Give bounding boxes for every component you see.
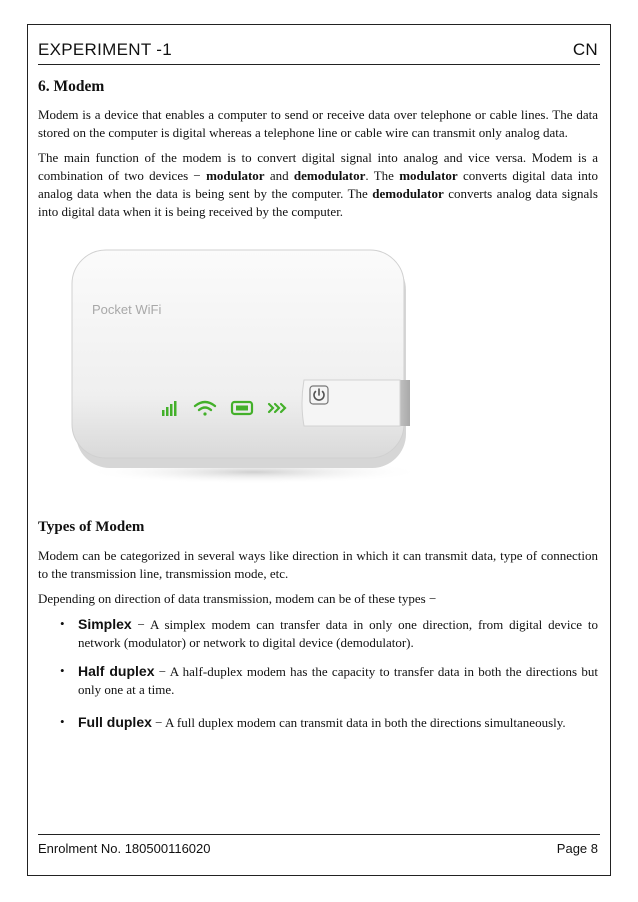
text-span: converts digital data into analog data when the data is being sent by the computer. The <box>38 168 598 201</box>
term: Simplex <box>78 616 132 632</box>
term: Full duplex <box>78 714 152 730</box>
modem-definition: Modem is a device that enables a computer to send or receive data over telephone or cable lines. The data stored on the computer is digital whereas a telephone line or cable wire can transmit only analog data. <box>38 107 598 140</box>
modem-device-illustration <box>64 240 430 488</box>
modem-function <box>38 149 598 221</box>
term-modulator: modulator <box>399 168 458 183</box>
desc: − A full duplex modem can transmit data in both the directions simultaneously. <box>151 715 566 730</box>
device-body <box>72 250 404 458</box>
types-intro: Modem can be categorized in several ways like direction in which it can transmit data, type of connection to the transmission line, transmission mode, etc. <box>38 548 598 581</box>
term-demodulator: demodulator <box>293 168 366 183</box>
section-title: 6. Modem <box>38 78 105 95</box>
term-modulator: modulator <box>206 168 265 183</box>
types-title: Types of Modem <box>38 519 145 535</box>
header-subject: CN <box>572 40 598 59</box>
brand-logo-text: Pocket WiFi <box>92 302 162 317</box>
text-span: converts analog data signals into digital data when it is being received by the computer. <box>38 186 598 219</box>
header-experiment: EXPERIMENT -1 <box>38 40 172 59</box>
text-span: . The <box>365 168 400 183</box>
desc: − A half-duplex modem has the capacity to transfer data in both the directions but only one at a time. <box>78 664 598 697</box>
bullet: • <box>60 714 65 729</box>
types-section <box>38 547 598 742</box>
types-list <box>38 615 598 732</box>
modem-section <box>38 70 598 228</box>
bullet: • <box>60 663 65 678</box>
term: Half duplex <box>78 663 155 679</box>
bullet: • <box>60 616 65 631</box>
text-span: and <box>264 168 294 183</box>
page-number: Page 8 <box>556 841 598 856</box>
list-item-full-duplex <box>38 713 598 732</box>
page-header <box>38 38 600 65</box>
page-footer <box>38 834 600 856</box>
desc: − A simplex modem can transfer data in only one direction, from digital device to network (modulator) or network to digital device (demodulator). <box>78 617 598 650</box>
term-demodulator: demodulator <box>372 186 444 201</box>
enrolment-number: Enrolment No. 180500116020 <box>38 841 211 856</box>
list-item-simplex <box>38 615 598 652</box>
power-button-panel <box>302 380 400 426</box>
types-direction: Depending on direction of data transmission, modem can be of these types − <box>38 591 437 606</box>
list-item-half-duplex <box>38 662 598 699</box>
text-span: The main function of the modem is to convert digital signal into analog and vice versa. Modem is a combination of two devices − <box>38 150 598 183</box>
pocket-wifi-image <box>64 240 430 488</box>
